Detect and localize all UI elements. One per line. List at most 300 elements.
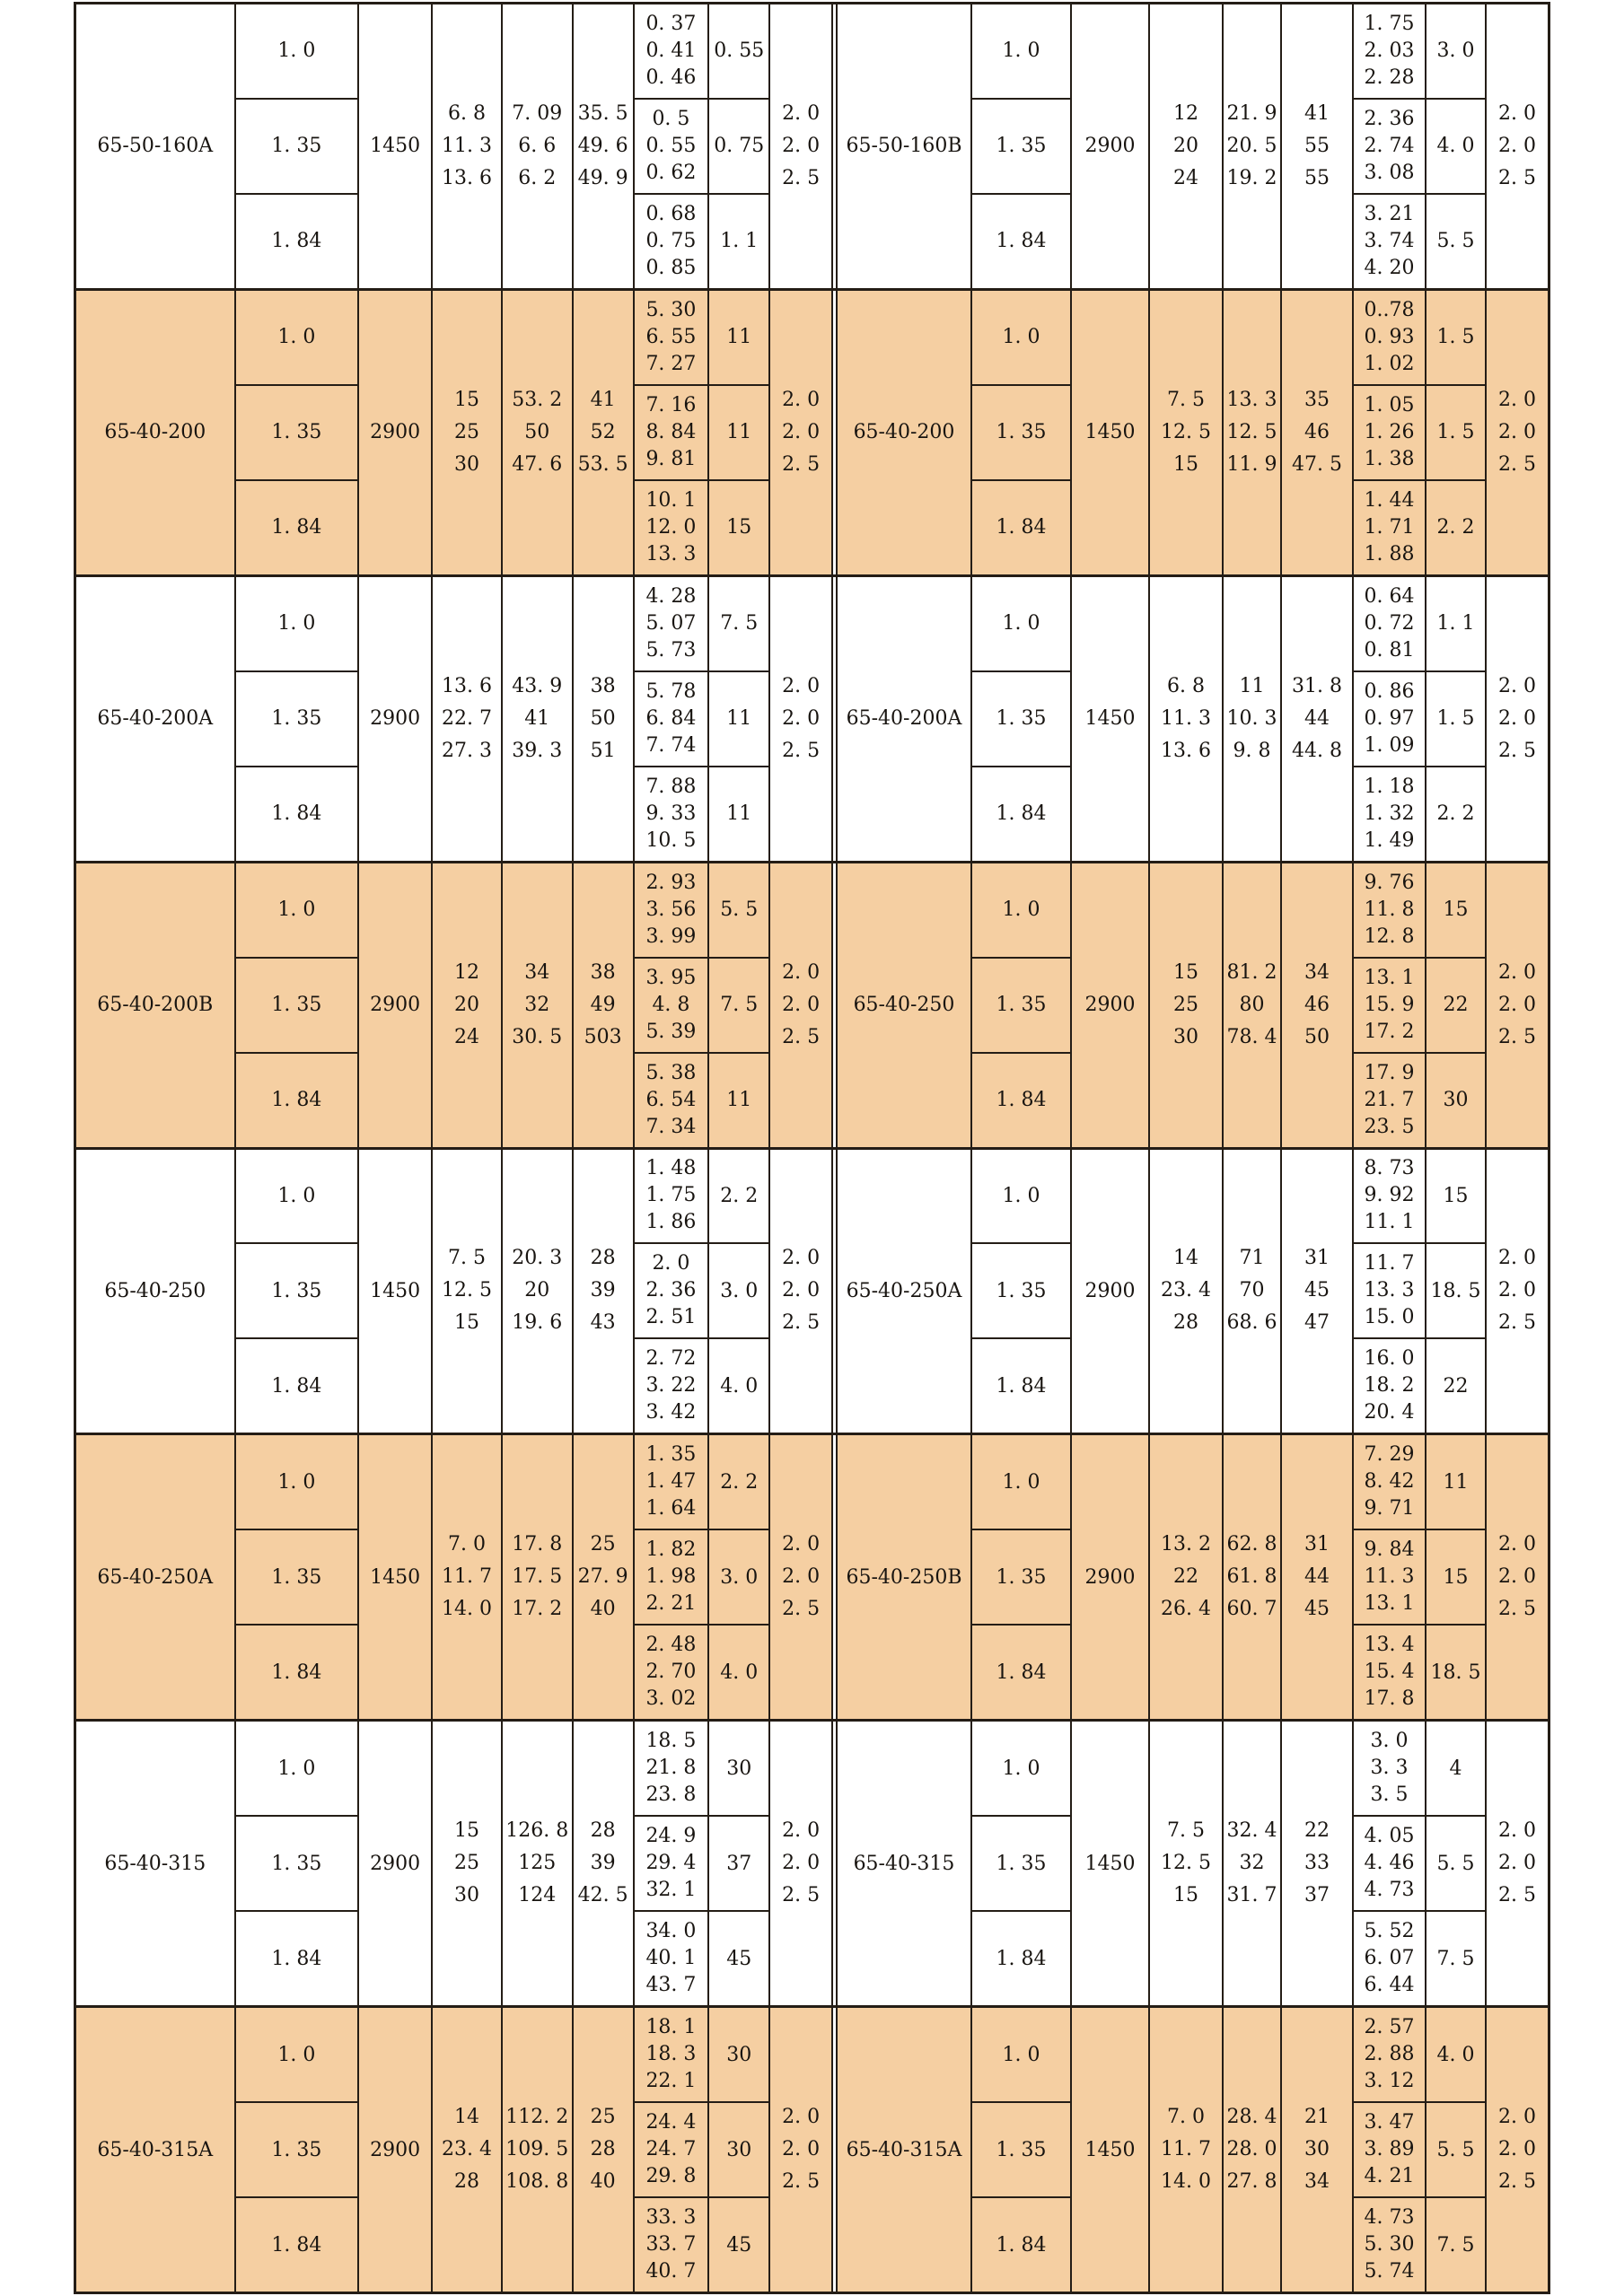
value-line: 3. 89 xyxy=(1364,2138,1415,2161)
pipe-size-cell-column xyxy=(1487,4,1548,288)
motor-power-cell xyxy=(709,195,768,288)
value-line: 43. 9 xyxy=(512,674,563,697)
value-line: 8. 42 xyxy=(1364,1470,1415,1494)
model-cell xyxy=(838,2008,970,2292)
right-half xyxy=(836,2008,1548,2292)
model-value: 65-40-250 xyxy=(104,1279,206,1302)
impeller-ratio-cell-column xyxy=(236,291,360,574)
value-line: 4. 8 xyxy=(652,993,690,1016)
model-cell-column xyxy=(838,577,972,861)
value-line: 2. 0 xyxy=(1498,420,1536,443)
value-line: 2. 5 xyxy=(782,1598,821,1621)
value-line: 126. 8 xyxy=(505,1819,569,1843)
value-line: 33. 7 xyxy=(645,2233,697,2256)
model-cell xyxy=(76,1722,234,2005)
motor-value: 5. 5 xyxy=(720,898,759,922)
motor-value: 4. 0 xyxy=(720,1374,759,1398)
value-line: 30 xyxy=(1173,1025,1198,1048)
speed-value: 2900 xyxy=(1084,1565,1136,1589)
impeller-ratio-cell-column xyxy=(236,863,360,1147)
value-line: 24. 7 xyxy=(645,2138,697,2161)
efficiency-cell-column xyxy=(574,577,635,861)
value-line: 2. 48 xyxy=(645,1634,697,1657)
value-line: 15 xyxy=(1173,1884,1198,1907)
value-line: 68. 6 xyxy=(1226,1311,1277,1335)
motor-power-cell xyxy=(709,2008,768,2103)
ratio-value: 1. 35 xyxy=(271,1852,322,1875)
value-line: 25 xyxy=(453,420,479,443)
value-line: 0. 72 xyxy=(1364,611,1415,635)
efficiency-cell xyxy=(1282,4,1352,288)
model-cell xyxy=(76,291,234,574)
model-value: 65-50-160B xyxy=(846,135,962,158)
model-value: 65-40-250A xyxy=(846,1279,962,1302)
motor-power-cell-column xyxy=(709,1150,770,1433)
value-line: 5. 38 xyxy=(645,1061,697,1084)
value-line: 11. 7 xyxy=(1161,2138,1211,2161)
value-line: 2. 51 xyxy=(645,1306,697,1329)
value-line: 2. 0 xyxy=(1498,993,1536,1016)
head-cell-column xyxy=(1224,1150,1282,1433)
value-line: 28 xyxy=(1173,1311,1198,1335)
model-value: 65-40-250 xyxy=(853,994,955,1017)
shaft-power-cell xyxy=(635,959,708,1054)
shaft-power-cell xyxy=(1354,767,1425,861)
value-line: 2. 5 xyxy=(1498,1311,1536,1335)
impeller-ratio-cell xyxy=(236,2008,358,2103)
efficiency-cell-column xyxy=(574,1435,635,1719)
value-line: 11. 3 xyxy=(1364,1565,1415,1589)
value-line: 1. 18 xyxy=(1364,775,1415,798)
shaft-power-cell xyxy=(635,2103,708,2198)
value-line: 44 xyxy=(1304,706,1330,730)
efficiency-cell xyxy=(574,1435,633,1719)
head-cell xyxy=(1224,577,1280,861)
motor-value: 30 xyxy=(726,2138,752,2161)
speed-value: 2900 xyxy=(1084,1279,1136,1302)
value-line: 0. 85 xyxy=(645,256,697,279)
model-cell-column xyxy=(76,2008,236,2292)
flow-cell xyxy=(433,863,501,1147)
impeller-ratio-cell xyxy=(236,1054,358,1147)
speed-value: 2900 xyxy=(370,1852,421,1875)
value-line: 3. 99 xyxy=(645,925,697,948)
speed-cell xyxy=(1072,1722,1148,2005)
value-line: 30 xyxy=(453,452,479,476)
value-line: 28. 0 xyxy=(1226,2138,1277,2161)
value-line: 18. 1 xyxy=(645,2016,697,2039)
flow-cell-column xyxy=(1150,4,1224,288)
pipe-size-cell xyxy=(770,577,831,861)
impeller-ratio-cell xyxy=(236,577,358,672)
value-line: 15. 9 xyxy=(1364,993,1415,1016)
value-line: 13. 3 xyxy=(1364,1279,1415,1302)
speed-cell-column xyxy=(1072,291,1150,574)
value-line: 13. 3 xyxy=(645,542,697,565)
motor-power-cell xyxy=(709,1530,768,1626)
motor-value: 4 xyxy=(1449,1757,1462,1780)
impeller-ratio-cell xyxy=(972,1339,1070,1433)
impeller-ratio-cell xyxy=(236,1817,358,1912)
value-line: 11 xyxy=(1239,674,1265,697)
impeller-ratio-cell xyxy=(972,386,1070,481)
motor-power-cell xyxy=(1426,1435,1485,1530)
value-line: 19. 2 xyxy=(1226,166,1277,189)
value-line: 42. 5 xyxy=(577,1884,628,1907)
value-line: 2. 0 xyxy=(1498,134,1536,157)
ratio-value: 1. 35 xyxy=(271,2138,322,2161)
value-line: 28 xyxy=(453,2170,479,2194)
value-line: 5. 30 xyxy=(645,298,697,321)
flow-cell xyxy=(433,577,501,861)
value-line: 1. 26 xyxy=(1364,420,1415,443)
flow-cell-column xyxy=(1150,863,1224,1147)
motor-value: 15 xyxy=(1443,1184,1469,1207)
value-line: 13. 6 xyxy=(441,166,492,189)
motor-value: 30 xyxy=(726,1757,752,1780)
ratio-value: 1. 35 xyxy=(271,1279,322,1302)
value-line: 12 xyxy=(1173,101,1198,125)
impeller-ratio-cell xyxy=(972,4,1070,100)
head-cell-column xyxy=(503,1722,574,2005)
pipe-size-cell-column xyxy=(1487,2008,1548,2292)
ratio-value: 1. 84 xyxy=(271,230,322,253)
motor-power-cell xyxy=(1426,2198,1485,2292)
value-line: 15. 4 xyxy=(1364,1661,1415,1684)
model-cell-column xyxy=(838,2008,972,2292)
value-line: 46 xyxy=(1304,420,1330,443)
motor-power-cell-column xyxy=(1426,1150,1487,1433)
impeller-ratio-cell-column xyxy=(236,1150,360,1433)
value-line: 2. 28 xyxy=(1364,66,1415,89)
impeller-ratio-cell-column xyxy=(972,577,1072,861)
shaft-power-cell xyxy=(1354,959,1425,1054)
value-line: 1. 44 xyxy=(1364,488,1415,512)
value-line: 2. 0 xyxy=(782,674,821,697)
motor-power-cell xyxy=(1426,672,1485,767)
impeller-ratio-cell xyxy=(236,1244,358,1339)
model-cell xyxy=(838,4,970,288)
value-line: 9. 8 xyxy=(1233,739,1271,762)
left-half xyxy=(76,577,833,861)
motor-value: 11 xyxy=(726,707,752,731)
shaft-power-cell xyxy=(1354,195,1425,288)
motor-power-cell xyxy=(709,1054,768,1147)
value-line: 124 xyxy=(518,1884,557,1907)
value-line: 2. 36 xyxy=(645,1279,697,1302)
impeller-ratio-cell xyxy=(972,767,1070,861)
value-line: 2. 70 xyxy=(645,1661,697,1684)
impeller-ratio-cell xyxy=(236,2198,358,2292)
head-cell xyxy=(1224,1435,1280,1719)
model-value: 65-40-200 xyxy=(853,421,955,444)
motor-power-cell xyxy=(709,100,768,195)
value-line: 1. 32 xyxy=(1364,802,1415,825)
motor-power-cell xyxy=(1426,577,1485,672)
shaft-power-cell-column xyxy=(635,4,710,288)
value-line: 7. 34 xyxy=(645,1115,697,1138)
value-line: 37 xyxy=(1304,1884,1330,1907)
value-line: 9. 33 xyxy=(645,802,697,825)
value-line: 49. 6 xyxy=(577,134,628,157)
value-line: 9. 84 xyxy=(1364,1538,1415,1562)
shaft-power-cell-column xyxy=(635,577,710,861)
value-line: 22. 7 xyxy=(441,706,492,730)
impeller-ratio-cell xyxy=(236,291,358,386)
flow-cell-column xyxy=(433,4,503,288)
ratio-value: 1. 84 xyxy=(271,802,322,826)
motor-value: 0. 55 xyxy=(714,39,765,63)
model-cell-column xyxy=(76,577,236,861)
efficiency-cell xyxy=(574,863,633,1147)
value-line: 1. 35 xyxy=(645,1443,697,1467)
impeller-ratio-cell-column xyxy=(236,4,360,288)
value-line: 6. 55 xyxy=(645,325,697,348)
pump-performance-table xyxy=(74,2,1550,2294)
model-row-group xyxy=(76,863,1548,1150)
head-cell-column xyxy=(503,4,574,288)
flow-cell xyxy=(1150,1722,1222,2005)
value-line: 2. 0 xyxy=(782,2138,821,2161)
value-line: 55 xyxy=(1304,134,1330,157)
model-value: 65-50-160A xyxy=(97,135,214,158)
value-line: 28 xyxy=(590,2138,616,2161)
impeller-ratio-cell xyxy=(972,577,1070,672)
value-line: 31. 7 xyxy=(1226,1884,1277,1907)
value-line: 18. 5 xyxy=(645,1730,697,1753)
value-line: 38 xyxy=(590,960,616,984)
motor-power-cell xyxy=(709,863,768,959)
flow-cell xyxy=(433,1150,501,1433)
impeller-ratio-cell xyxy=(972,1435,1070,1530)
value-line: 43 xyxy=(590,1311,616,1335)
speed-cell xyxy=(1072,291,1148,574)
value-line: 41 xyxy=(590,388,616,411)
motor-value: 45 xyxy=(726,1947,752,1970)
shaft-power-cell xyxy=(1354,1054,1425,1147)
head-cell-column xyxy=(1224,863,1282,1147)
impeller-ratio-cell xyxy=(236,1150,358,1245)
ratio-value: 1. 0 xyxy=(1002,898,1040,922)
value-line: 12. 0 xyxy=(645,515,697,539)
motor-value: 7. 5 xyxy=(1436,2233,1475,2257)
value-line: 25 xyxy=(590,2106,616,2129)
pipe-size-cell-column xyxy=(770,577,831,861)
ratio-value: 1. 0 xyxy=(277,1470,316,1494)
speed-cell xyxy=(1072,4,1148,288)
value-line: 25 xyxy=(1173,993,1198,1016)
value-line: 33 xyxy=(1304,1852,1330,1875)
value-line: 47. 6 xyxy=(512,452,563,476)
impeller-ratio-cell xyxy=(972,1626,1070,1719)
value-line: 1. 05 xyxy=(1364,393,1415,416)
motor-power-cell xyxy=(1426,1244,1485,1339)
pipe-size-cell-column xyxy=(1487,1722,1548,2005)
value-line: 62. 8 xyxy=(1226,1533,1277,1556)
value-line: 9. 71 xyxy=(1364,1497,1415,1520)
pipe-size-cell-column xyxy=(770,2008,831,2292)
value-line: 2. 5 xyxy=(782,739,821,762)
head-cell-column xyxy=(1224,1435,1282,1719)
speed-value: 2900 xyxy=(370,707,421,731)
value-line: 34 xyxy=(524,960,550,984)
impeller-ratio-cell-column xyxy=(972,863,1072,1147)
left-half xyxy=(76,291,833,574)
ratio-value: 1. 35 xyxy=(996,1565,1047,1589)
value-line: 2. 0 xyxy=(1498,1247,1536,1270)
value-line: 12. 5 xyxy=(441,1279,492,1302)
head-cell xyxy=(1224,4,1280,288)
value-line: 34 xyxy=(1304,2170,1330,2194)
efficiency-cell xyxy=(1282,1435,1352,1719)
value-line: 1. 82 xyxy=(645,1538,697,1562)
value-line: 4. 21 xyxy=(1364,2165,1415,2188)
value-line: 0..78 xyxy=(1364,298,1415,321)
value-line: 23. 8 xyxy=(645,1783,697,1807)
value-line: 1. 98 xyxy=(645,1565,697,1589)
ratio-value: 1. 0 xyxy=(1002,1470,1040,1494)
value-line: 7. 16 xyxy=(645,393,697,416)
value-line: 2. 0 xyxy=(1498,1852,1536,1875)
model-cell xyxy=(838,291,970,574)
value-line: 22 xyxy=(1304,1819,1330,1843)
efficiency-cell-column xyxy=(1282,577,1354,861)
value-line: 44. 8 xyxy=(1292,739,1342,762)
value-line: 8. 73 xyxy=(1364,1157,1415,1180)
motor-value: 7. 5 xyxy=(720,994,759,1017)
pipe-size-cell xyxy=(1487,291,1548,574)
head-cell xyxy=(503,577,572,861)
pipe-size-cell-column xyxy=(770,1435,831,1719)
value-line: 11. 8 xyxy=(1364,898,1415,921)
value-line: 30 xyxy=(453,1884,479,1907)
value-line: 3. 21 xyxy=(1364,202,1415,225)
value-line: 6. 84 xyxy=(645,706,697,730)
value-line: 7. 5 xyxy=(1167,1819,1205,1843)
motor-value: 45 xyxy=(726,2233,752,2257)
value-line: 39 xyxy=(590,1852,616,1875)
head-cell-column xyxy=(503,1435,574,1719)
model-value: 65-40-315 xyxy=(104,1852,206,1875)
impeller-ratio-cell xyxy=(236,1530,358,1626)
motor-power-cell xyxy=(709,1435,768,1530)
head-cell xyxy=(1224,291,1280,574)
value-line: 3. 95 xyxy=(645,966,697,989)
efficiency-cell xyxy=(1282,1150,1352,1433)
motor-power-cell-column xyxy=(1426,4,1487,288)
flow-cell-column xyxy=(433,2008,503,2292)
motor-value: 11 xyxy=(726,802,752,826)
ratio-value: 1. 84 xyxy=(996,802,1047,826)
motor-value: 15 xyxy=(1443,898,1469,922)
motor-power-cell-column xyxy=(1426,2008,1487,2292)
value-line: 43. 7 xyxy=(645,1974,697,1997)
impeller-ratio-cell xyxy=(236,481,358,574)
speed-value: 2900 xyxy=(370,994,421,1017)
value-line: 20. 5 xyxy=(1226,134,1277,157)
right-half xyxy=(836,4,1548,288)
model-cell xyxy=(76,1435,234,1719)
efficiency-cell xyxy=(574,577,633,861)
shaft-power-cell xyxy=(635,1912,708,2005)
pipe-size-cell xyxy=(1487,577,1548,861)
model-cell xyxy=(838,1722,970,2005)
value-line: 1. 88 xyxy=(1364,542,1415,565)
value-line: 9. 81 xyxy=(645,447,697,470)
ratio-value: 1. 0 xyxy=(1002,1184,1040,1207)
model-cell-column xyxy=(76,1722,236,2005)
motor-power-cell xyxy=(709,1912,768,2005)
speed-cell xyxy=(359,291,431,574)
value-line: 27. 8 xyxy=(1226,2170,1277,2194)
value-line: 0. 75 xyxy=(645,229,697,252)
impeller-ratio-cell xyxy=(236,2103,358,2198)
flow-cell-column xyxy=(1150,1722,1224,2005)
motor-power-cell xyxy=(709,577,768,672)
speed-cell xyxy=(359,4,431,288)
value-line: 2. 0 xyxy=(782,101,821,125)
value-line: 4. 46 xyxy=(1364,1852,1415,1875)
value-line: 51 xyxy=(590,739,616,762)
ratio-value: 1. 35 xyxy=(996,994,1047,1017)
motor-power-cell xyxy=(709,291,768,386)
shaft-power-cell xyxy=(635,1150,708,1245)
speed-cell-column xyxy=(1072,4,1150,288)
head-cell-column xyxy=(1224,1722,1282,2005)
efficiency-cell-column xyxy=(1282,2008,1354,2292)
value-line: 2. 5 xyxy=(1498,1598,1536,1621)
value-line: 28. 4 xyxy=(1226,2106,1277,2129)
shaft-power-cell xyxy=(635,291,708,386)
value-line: 24. 4 xyxy=(645,2111,697,2134)
value-line: 4. 73 xyxy=(1364,1879,1415,1902)
speed-value: 2900 xyxy=(370,2138,421,2161)
head-cell-column xyxy=(1224,291,1282,574)
value-line: 2. 5 xyxy=(1498,1884,1536,1907)
shaft-power-cell-column xyxy=(635,863,710,1147)
impeller-ratio-cell xyxy=(972,1817,1070,1912)
motor-power-cell xyxy=(709,1150,768,1245)
ratio-value: 1. 35 xyxy=(271,135,322,158)
value-line: 22 xyxy=(1173,1565,1198,1589)
flow-cell xyxy=(1150,291,1222,574)
ratio-value: 1. 0 xyxy=(277,612,316,635)
value-line: 2. 0 xyxy=(782,2106,821,2129)
value-line: 5. 52 xyxy=(1364,1920,1415,1943)
right-half xyxy=(836,577,1548,861)
motor-value: 11 xyxy=(726,421,752,444)
value-line: 0. 81 xyxy=(1364,638,1415,662)
impeller-ratio-cell-column xyxy=(972,4,1072,288)
shaft-power-cell xyxy=(635,1626,708,1719)
ratio-value: 1. 35 xyxy=(996,1279,1047,1302)
motor-power-cell xyxy=(1426,1817,1485,1912)
value-line: 2. 0 xyxy=(1498,674,1536,697)
speed-cell-column xyxy=(359,4,433,288)
pipe-size-cell-column xyxy=(1487,577,1548,861)
value-line: 2. 5 xyxy=(1498,739,1536,762)
motor-value: 1. 5 xyxy=(1436,326,1475,349)
speed-cell-column xyxy=(359,1435,433,1719)
value-line: 2. 0 xyxy=(1498,388,1536,411)
value-line: 2. 0 xyxy=(782,993,821,1016)
impeller-ratio-cell xyxy=(236,1626,358,1719)
motor-power-cell xyxy=(1426,1054,1485,1147)
head-cell-column xyxy=(503,1150,574,1433)
value-line: 40. 1 xyxy=(645,1947,697,1970)
value-line: 7. 0 xyxy=(447,1533,486,1556)
value-line: 2. 03 xyxy=(1364,39,1415,62)
